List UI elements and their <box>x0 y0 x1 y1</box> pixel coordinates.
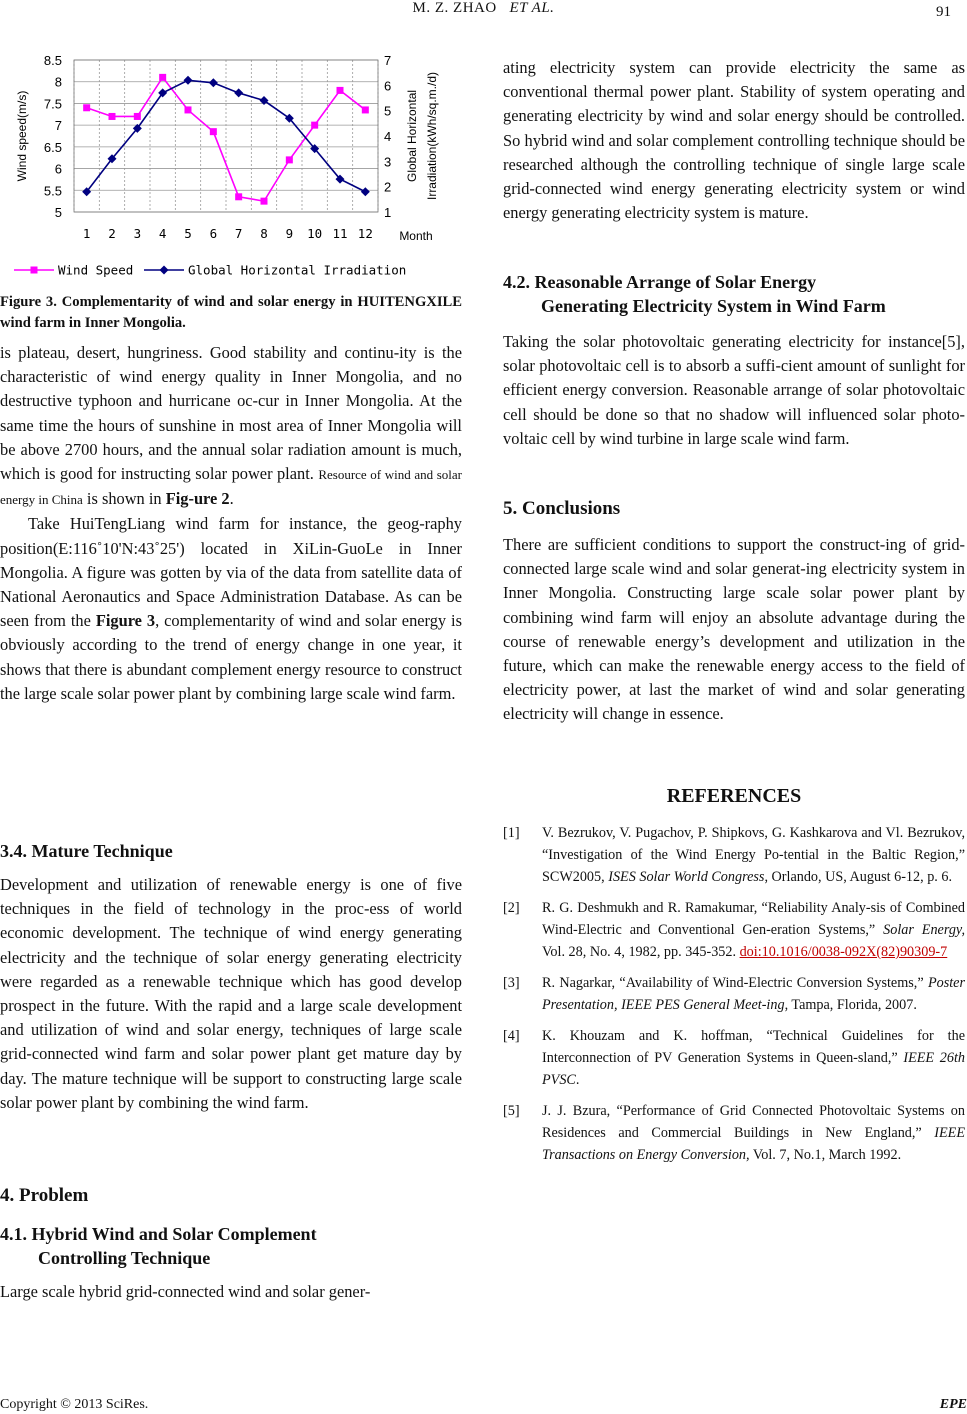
paragraph <box>0 512 462 706</box>
paragraph-text: , complementarity of wind and solar energy is obviously according to the trend of energy change in one year, it shows that there is abundant complement energy resource to construct the large scale solar power plant by combining large scale wind farm. <box>0 611 462 703</box>
references-title: REFERENCES <box>666 785 802 807</box>
y-left-tick-label: 6 <box>54 161 62 177</box>
reference-text: R. Nagarkar, “Availability of Wind-Electric Conversion Systems,” <box>542 975 928 991</box>
paragraph-text: is plateau, desert, hungriness. Good stability and continu-ity is the characteristic of wind energy quality in Inner Mongolia, and no destructive typhoon and hurricane oc-cur in Inner Mongolia. At the same time the hours of sunshine in most area of Inner Mongolia will be above 2700 hours, and the annual solar radiation amount is much, which is good for instructing solar power plant. <box>0 343 462 484</box>
chart-root <box>14 53 439 278</box>
reference-text: J. J. Bzura, “Performance of Grid Connected Photovoltaic Systems on Residences and Commercial Buildings in New England,” <box>542 1103 965 1141</box>
header-et-al: ET AL. <box>509 0 555 16</box>
left-column-top <box>0 341 462 706</box>
reference-text: . <box>575 1072 580 1088</box>
data-point <box>109 113 116 120</box>
legend-label: Wind Speed <box>58 262 134 278</box>
legend-label: Global Horizontal Irradiation <box>188 262 407 278</box>
y-left-tick-label: 7.5 <box>43 96 62 112</box>
x-tick-label: 1 <box>82 226 91 241</box>
y-left-tick-label: 8 <box>54 74 62 90</box>
paragraph-text-tail: is shown in <box>86 489 162 509</box>
reference-source: Solar Energy, <box>883 922 965 938</box>
heading-line: Controlling Technique <box>38 1248 211 1268</box>
reference-text: Vol. 28, No. 4, 1982, pp. 345-352. <box>542 944 740 960</box>
doi-link[interactable]: doi:10.1016/0038-092X(82)90309-7 <box>739 944 948 960</box>
paragraph-small-text: Resource of wind and solar energy in China <box>0 467 462 508</box>
x-tick-label: 2 <box>108 226 116 241</box>
data-point <box>185 106 192 113</box>
y-right-tick-label: 7 <box>384 53 392 68</box>
y-left-tick-label: 5.5 <box>43 183 62 199</box>
data-point <box>159 74 166 81</box>
data-point <box>184 76 193 85</box>
reference-number: [4] <box>503 1028 520 1044</box>
paragraph: Large scale hybrid grid-connected wind and solar gener- <box>0 1282 371 1301</box>
x-tick-label: 9 <box>285 226 294 241</box>
y-right-tick-label: 4 <box>384 129 392 144</box>
reference-item <box>503 1100 965 1166</box>
data-point <box>134 113 141 120</box>
reference-source: IEEE Transactions on Energy Conversion, <box>542 1125 965 1163</box>
paragraph: is plateau, desert, hungriness. Good stability and continu-ity is the characteristic of wind energy quality in Inner Mongolia, and no destructive typhoon and hurricane oc-cur in Inner Mongolia. At the same time the hours of sunshine in most area of Inner Mongolia will be above 2700 hours, and the annual solar radiation amount is much, which is good for instructing solar power plant. Resource of wind and solar energy in China is shown in Fig-ure 2. <box>0 343 462 509</box>
right-column-mid <box>503 330 965 451</box>
paragraph: There are sufficient conditions to support the construct-ing of grid-connected large scale wind and solar generat-ing electricity system in Inner Mongolia. Constructing large scale solar power plant by combining wind farm will enjoy an absolute advantage during the course of renewable energy’s development and utilization in the future, which can make the renewable energy access to the field of electricity power, at last the market of wind and solar generating electricity will change in essence. <box>503 535 965 724</box>
reference-source: ISES Solar World Congress <box>608 869 765 885</box>
data-point <box>362 106 369 113</box>
section-heading-5: 5. Conclusions <box>503 498 621 519</box>
y-left-tick-label: 7 <box>54 118 62 134</box>
paragraph: Development and utilization of renewable energy is one of five techniques in the field of technology in the proc-ess of world economic development. The technique of wind energy generating electricity and the technique of solar energy generating electricity were regarded as a renewable technique which has good develop prospect in the future. With the rapid and a large scale development and utilization of wind and solar energy, techniques of large scale grid-connected wind farm and solar power plant get mature day by day. The mature technique will be support to constructing large scale solar power plant by combining the wind farm. <box>0 875 462 1112</box>
data-point <box>261 198 268 205</box>
figure-3-chart <box>0 48 462 284</box>
data-point <box>311 122 318 129</box>
left-column-mid <box>0 873 462 1115</box>
reference-number: [2] <box>503 900 520 916</box>
section-heading-4-2 <box>503 270 886 318</box>
x-tick-label: 7 <box>234 226 243 241</box>
data-point <box>83 104 90 111</box>
section-heading-3-4: 3.4. Mature Technique <box>0 841 173 861</box>
heading-line: 4.1. Hybrid Wind and Solar Complement <box>0 1224 317 1244</box>
data-point <box>234 88 243 97</box>
figure-3-reference[interactable]: Figure 3 <box>95 611 156 631</box>
paragraph: ating electricity system can provide electricity the same as conventional thermal power plant. Stability of system operating and generating electricity by wind and solar energy should be controlled. So hybrid wind and solar complement controlling technique should be researched although the controlling technique of single large scale grid-connected wind energy generating electricity system or wind energy generating electricity system is mature. <box>503 58 965 223</box>
heading-line: Generating Electricity System in Wind Farm <box>541 296 886 316</box>
figure-caption: Figure 3. Complementarity of wind and solar energy in HUITENGXILE wind farm in Inner Mongolia. <box>0 294 462 331</box>
x-tick-label: 8 <box>260 226 268 241</box>
x-tick-label: 4 <box>158 226 167 241</box>
data-point <box>361 187 370 196</box>
data-point <box>286 156 293 163</box>
reference-item <box>503 897 965 963</box>
legend-marker <box>31 267 38 274</box>
reference-number: [3] <box>503 975 520 991</box>
x-tick-label: 12 <box>357 226 373 241</box>
x-tick-label: 10 <box>307 226 323 241</box>
reference-item <box>503 972 965 1016</box>
reference-text: Vol. 7, No.1, March 1992. <box>749 1147 902 1163</box>
y-left-axis-label: Wind speed(m/s) <box>15 90 29 182</box>
copyright: Copyright © 2013 SciRes. <box>0 1397 149 1412</box>
legend-marker <box>160 266 169 275</box>
journal-name: EPE <box>939 1397 967 1412</box>
reference-text: R. G. Deshmukh and R. Ramakumar, “Reliability Analy-sis of Combined Wind-Electric and Conventional Gen-eration Systems,” <box>542 900 965 938</box>
section-heading-4-1 <box>0 1222 317 1270</box>
right-column-top <box>503 56 965 225</box>
y-right-tick-label: 6 <box>384 78 392 94</box>
paragraph: Taking the solar photovoltaic generating electricity for instance[5], solar photovoltaic cell is to absorb a suffi-cient amount of sunlight for efficient energy conversion. Reasonable arrange of solar photovoltaic cell should be done so that no shadow will influenced solar photo-voltaic cell by wind turbine in large scale wind farm. <box>503 332 965 448</box>
x-tick-label: 6 <box>209 226 218 241</box>
page-number: 91 <box>936 4 951 20</box>
y-right-tick-label: 1 <box>384 205 392 220</box>
reference-number: [5] <box>503 1103 520 1119</box>
reference-text: V. Bezrukov, V. Pugachov, P. Shipkovs, G. Kashkarova and Vl. Bezrukov, “Investigation of the Wind Energy Po-tential in the Baltic Region,” SCW2005, <box>542 825 965 885</box>
y-right-tick-label: 2 <box>384 179 392 195</box>
data-point <box>209 78 218 87</box>
running-header <box>0 0 967 17</box>
reference-source: Poster Presentation, IEEE PES General Meet-ing <box>542 975 965 1013</box>
y-right-tick-label: 5 <box>384 103 392 119</box>
right-column-conclusions <box>503 533 965 727</box>
reference-text: K. Khouzam and K. hoffman, “Technical Guidelines for the Interconnection of PV Generation Systems in Queen-sland,” <box>542 1028 965 1066</box>
y-right-axis-label: Global Horizontal <box>405 89 419 183</box>
paragraph-text: Take HuiTengLiang wind farm for instance, the geog-raphy position(E:116˚10'N:43˚25') located in XiLin-GuoLe in Inner Mongolia. A figure was gotten by via of the data from satellite data of National Aeronautics and Space Administration Database. As can be seen from the <box>0 514 462 631</box>
data-point <box>235 193 242 200</box>
x-tick-label: 5 <box>184 226 192 241</box>
reference-source: IEEE 26th PVSC <box>542 1050 965 1088</box>
data-point <box>210 128 217 135</box>
reference-item <box>503 1025 965 1091</box>
reference-item <box>503 822 965 888</box>
reference-number: [1] <box>503 825 520 841</box>
x-axis-label: Month <box>399 229 433 243</box>
reference-text: , Tampa, Florida, 2007. <box>784 997 917 1013</box>
y-left-tick-label: 5 <box>54 205 62 220</box>
figure-2-reference[interactable]: Fig-ure 2 <box>165 489 230 509</box>
y-right-axis-label: Irradiation(kWh/sq.m./d) <box>425 71 439 201</box>
data-point <box>337 87 344 94</box>
y-left-tick-label: 8.5 <box>43 53 62 68</box>
header-authors: M. Z. ZHAO <box>412 0 497 16</box>
left-column-bottom <box>0 1280 462 1304</box>
y-right-tick-label: 3 <box>384 154 392 170</box>
heading-line: 4.2. Reasonable Arrange of Solar Energy <box>503 272 817 292</box>
reference-text: , Orlando, US, August 6-12, p. 6. <box>764 869 953 885</box>
x-tick-label: 3 <box>133 226 142 241</box>
reference-list <box>503 822 965 1175</box>
y-left-tick-label: 6.5 <box>43 139 62 155</box>
section-heading-4: 4. Problem <box>0 1185 89 1206</box>
x-tick-label: 11 <box>332 226 348 241</box>
